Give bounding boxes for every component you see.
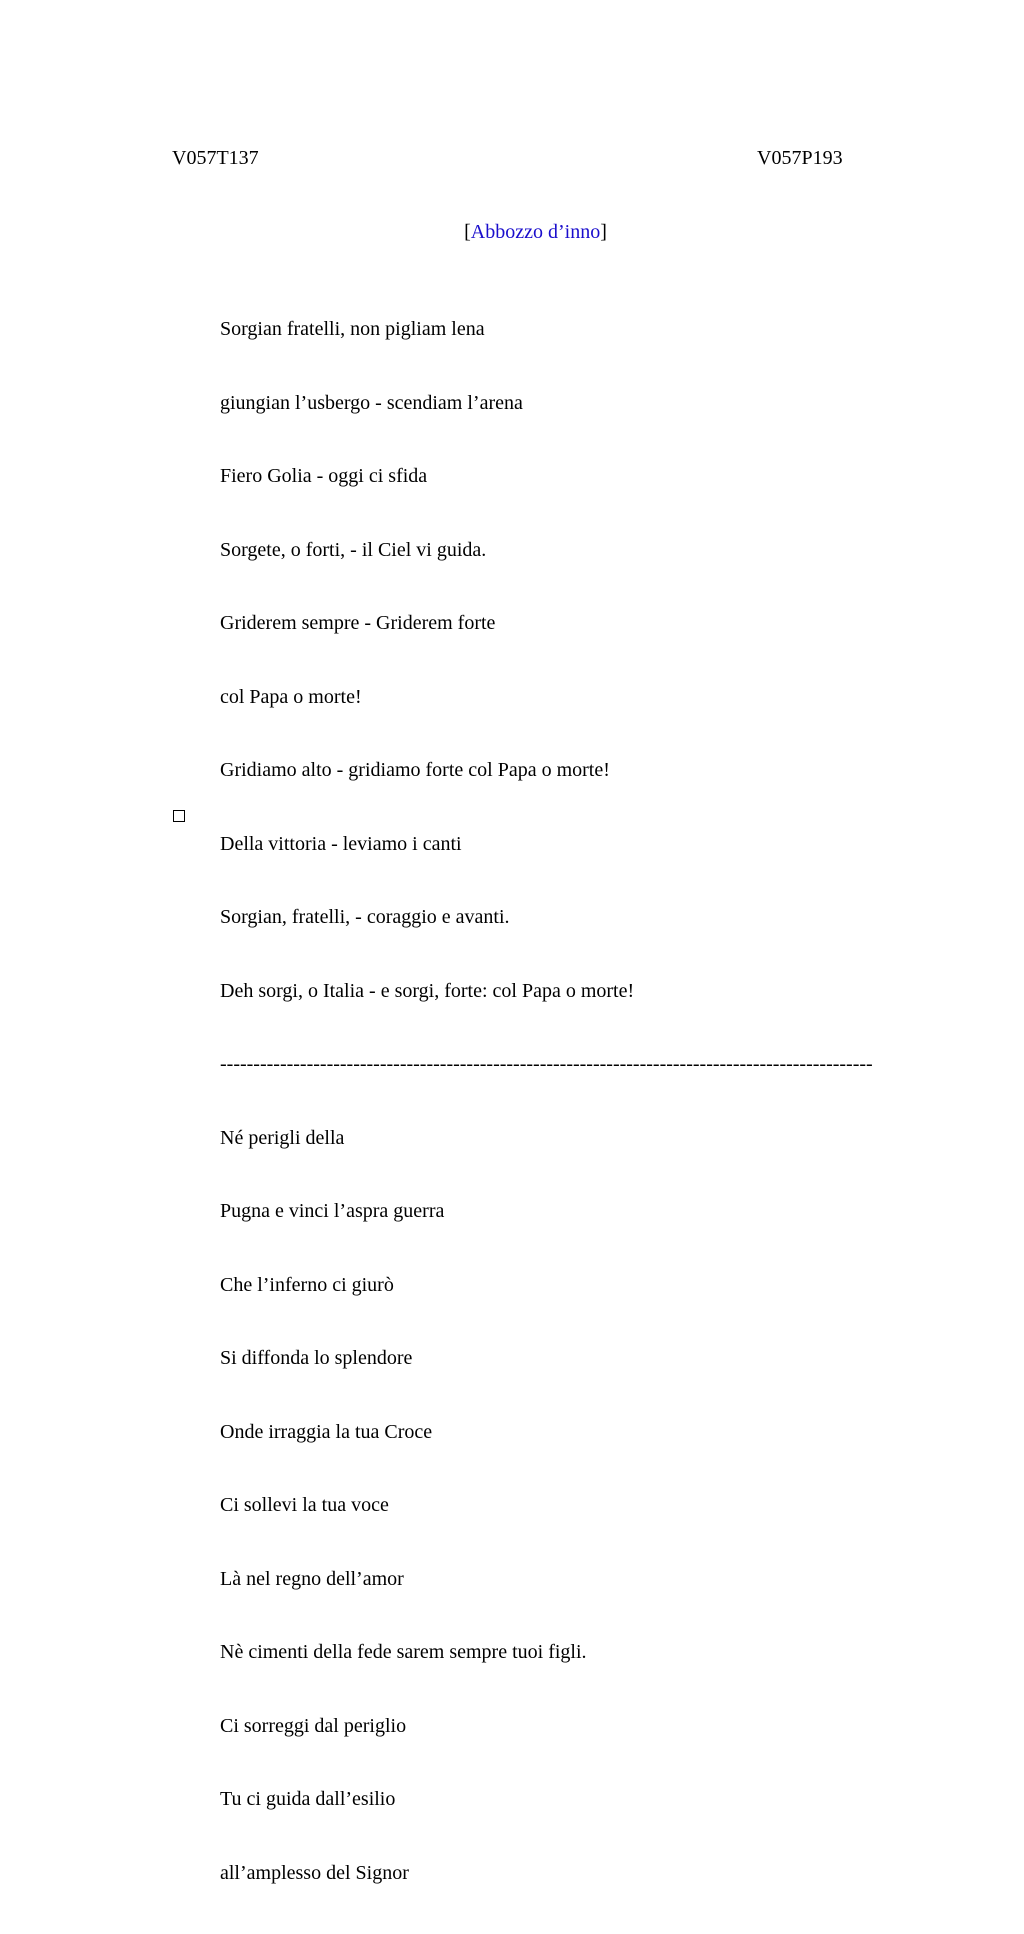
volume-page-code: V057P193	[757, 147, 843, 169]
poem-title	[0, 219, 1024, 245]
verse-line: Ci sollevi la tua voce	[220, 1494, 389, 1516]
verse-line: giungian l’usbergo - scendiam l’arena	[220, 391, 523, 414]
separator-line: --------------------------------------------------------------------------------------------------	[220, 1053, 873, 1075]
verse-line: Fiero Golia - oggi ci sfida	[220, 465, 428, 487]
title-close-bracket: ]	[600, 221, 607, 243]
verse-line: Sorgian, fratelli, - coraggio e avanti.	[220, 906, 510, 928]
poem-body	[220, 268, 873, 1934]
verse-line: col Papa o morte!	[220, 685, 362, 708]
verse-line: Si diffonda lo splendore	[220, 1347, 413, 1369]
verse-line: Sorgian fratelli, non pigliam lena	[220, 318, 485, 340]
volume-text-code: V057T137	[172, 147, 259, 169]
empty-square-icon	[173, 810, 185, 822]
title-open-bracket: [	[464, 221, 471, 243]
verse-line: all’amplesso del Signor	[220, 1861, 409, 1884]
verse-line: Che l’inferno ci giurò	[220, 1273, 394, 1296]
verse-line: Onde irraggia la tua Croce	[220, 1420, 433, 1443]
verse-line: Deh sorgi, o Italia - e sorgi, forte: col Papa o morte!	[220, 979, 635, 1002]
verse-line: Né perigli della	[220, 1126, 345, 1149]
verse-line: Nè cimenti della fede sarem sempre tuoi figli.	[220, 1641, 587, 1663]
verse-line: Sorgete, o forti, - il Ciel vi guida.	[220, 538, 487, 561]
verse-line: Pugna e vinci l’aspra guerra	[220, 1200, 445, 1222]
verse-line: Griderem sempre - Griderem forte	[220, 612, 496, 634]
verse-line: Ci sorreggi dal periglio	[220, 1714, 407, 1737]
verse-line: Tu ci guida dall’esilio	[220, 1788, 396, 1810]
verse-line: Gridiamo alto - gridiamo forte col Papa o morte!	[220, 759, 610, 781]
title-link[interactable]: Abbozzo d’inno	[470, 221, 601, 243]
verse-line: Della vittoria - leviamo i canti	[220, 832, 462, 855]
verse-line: Là nel regno dell’amor	[220, 1567, 404, 1590]
